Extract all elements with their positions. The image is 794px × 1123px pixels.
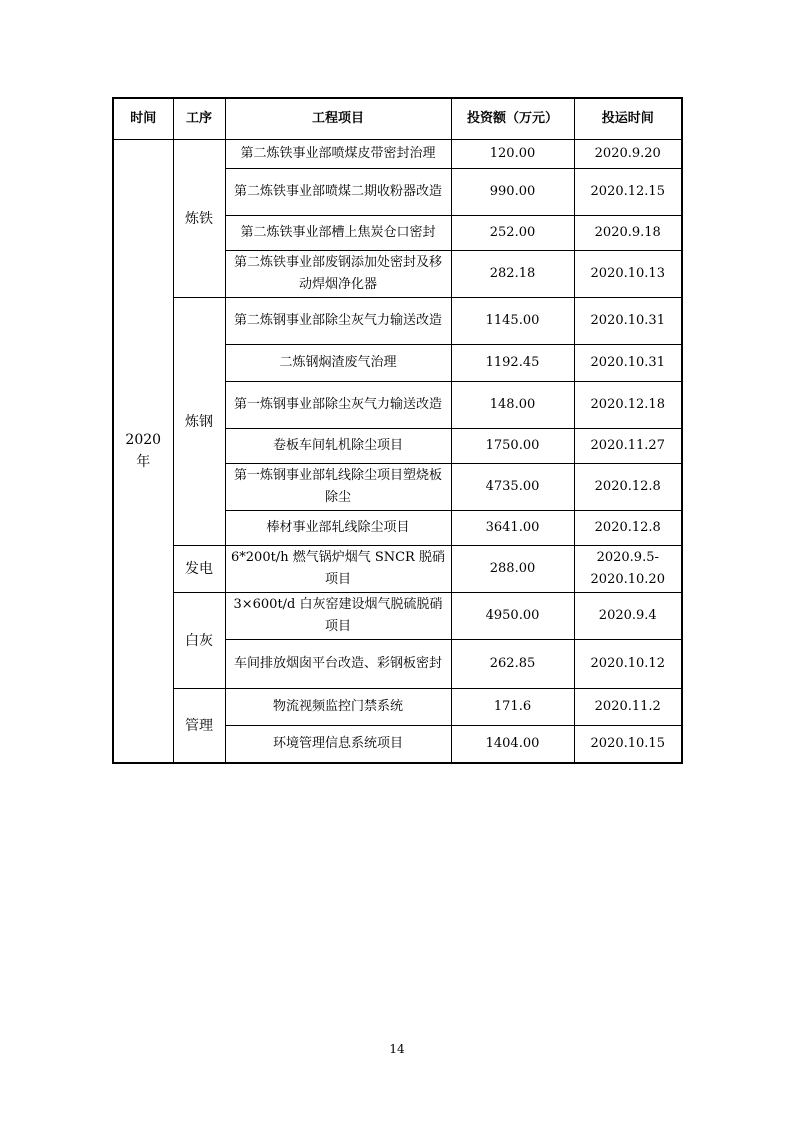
date-cell: 2020.10.31 — [574, 345, 682, 382]
project-cell: 第二炼铁事业部槽上焦炭仓口密封 — [225, 216, 451, 251]
amount-cell: 262.85 — [451, 640, 574, 689]
project-cell: 第二炼铁事业部喷煤二期收粉器改造 — [225, 169, 451, 216]
table-row — [113, 593, 682, 640]
amount-cell: 120.00 — [451, 140, 574, 169]
project-cell: 棒材事业部轧线除尘项目 — [225, 511, 451, 546]
project-cell: 3×600t/d 白灰窑建设烟气脱硫脱硝项目 — [225, 593, 451, 640]
process-cell: 白灰 — [173, 593, 225, 689]
header-date: 投运时间 — [574, 98, 682, 140]
amount-cell: 4735.00 — [451, 464, 574, 511]
amount-cell: 1750.00 — [451, 429, 574, 464]
project-cell: 环境管理信息系统项目 — [225, 726, 451, 764]
investment-table — [112, 97, 683, 764]
date-cell: 2020.12.18 — [574, 382, 682, 429]
amount-cell: 4950.00 — [451, 593, 574, 640]
amount-cell: 171.6 — [451, 689, 574, 726]
header-time: 时间 — [113, 98, 173, 140]
date-cell: 2020.10.15 — [574, 726, 682, 764]
date-cell: 2020.12.8 — [574, 511, 682, 546]
date-cell: 2020.9.18 — [574, 216, 682, 251]
year-cell: 2020 年 — [113, 140, 173, 764]
amount-cell: 1192.45 — [451, 345, 574, 382]
amount-cell: 252.00 — [451, 216, 574, 251]
amount-cell: 1145.00 — [451, 298, 574, 345]
table-row — [113, 298, 682, 345]
date-cell: 2020.10.31 — [574, 298, 682, 345]
amount-cell: 282.18 — [451, 251, 574, 298]
table-row — [113, 689, 682, 726]
project-cell: 6*200t/h 燃气锅炉烟气 SNCR 脱硝项目 — [225, 546, 451, 593]
project-cell: 车间排放烟囱平台改造、彩钢板密封 — [225, 640, 451, 689]
project-cell: 第一炼钢事业部除尘灰气力输送改造 — [225, 382, 451, 429]
table-row — [113, 546, 682, 593]
amount-cell: 3641.00 — [451, 511, 574, 546]
project-cell: 第二炼铁事业部喷煤皮带密封治理 — [225, 140, 451, 169]
date-cell: 2020.9.4 — [574, 593, 682, 640]
project-cell: 二炼钢焖渣废气治理 — [225, 345, 451, 382]
header-project: 工程项目 — [225, 98, 451, 140]
project-cell: 第二炼铁事业部废钢添加处密封及移动焊烟净化器 — [225, 251, 451, 298]
date-cell: 2020.10.12 — [574, 640, 682, 689]
amount-cell: 990.00 — [451, 169, 574, 216]
project-cell: 物流视频监控门禁系统 — [225, 689, 451, 726]
page-number: 14 — [389, 1042, 405, 1056]
date-cell: 2020.10.13 — [574, 251, 682, 298]
date-cell: 2020.9.5-2020.10.20 — [574, 546, 682, 593]
date-cell: 2020.11.2 — [574, 689, 682, 726]
date-cell: 2020.11.27 — [574, 429, 682, 464]
date-cell: 2020.9.20 — [574, 140, 682, 169]
header-process: 工序 — [173, 98, 225, 140]
process-cell: 管理 — [173, 689, 225, 764]
project-cell: 第二炼钢事业部除尘灰气力输送改造 — [225, 298, 451, 345]
amount-cell: 1404.00 — [451, 726, 574, 764]
amount-cell: 288.00 — [451, 546, 574, 593]
process-cell: 发电 — [173, 546, 225, 593]
header-row — [113, 98, 682, 140]
process-cell: 炼钢 — [173, 298, 225, 546]
date-cell: 2020.12.8 — [574, 464, 682, 511]
table-row — [113, 140, 682, 169]
amount-cell: 148.00 — [451, 382, 574, 429]
date-cell: 2020.12.15 — [574, 169, 682, 216]
project-cell: 第一炼钢事业部轧线除尘项目塑烧板除尘 — [225, 464, 451, 511]
project-cell: 卷板车间轧机除尘项目 — [225, 429, 451, 464]
process-cell: 炼铁 — [173, 140, 225, 298]
header-amount: 投资额（万元） — [451, 98, 574, 140]
